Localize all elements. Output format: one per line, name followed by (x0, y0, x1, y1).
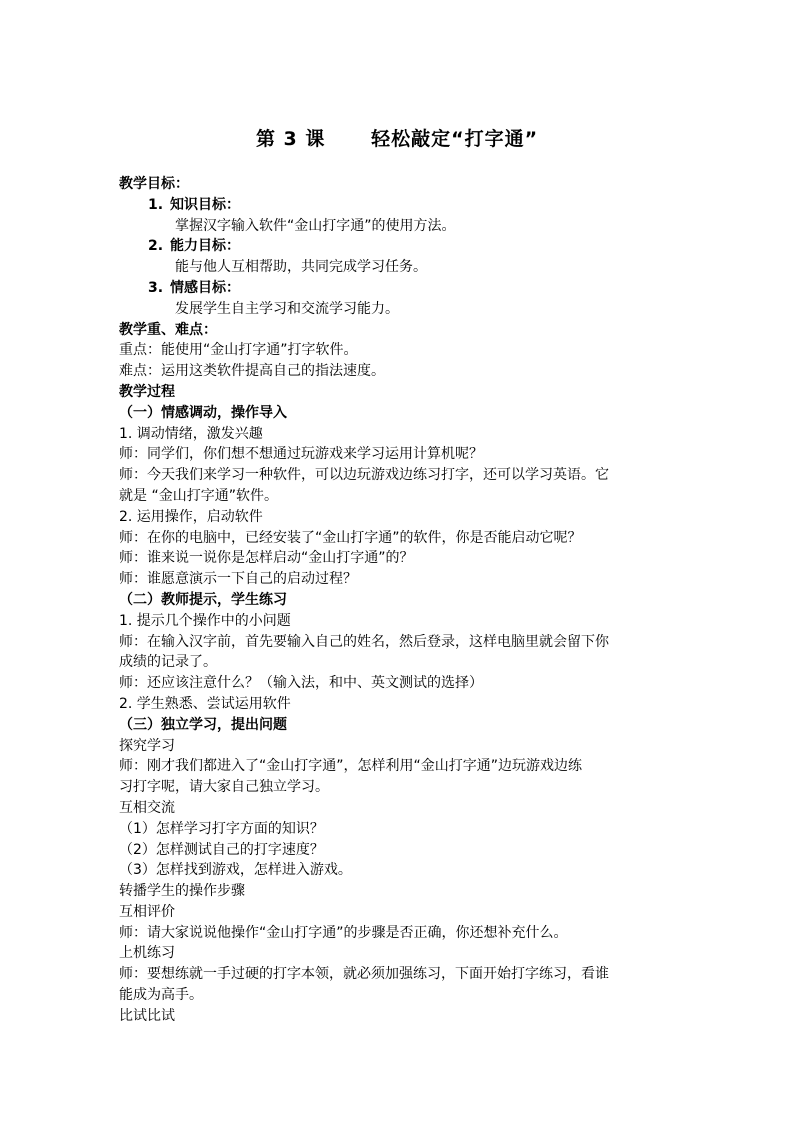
line-text: 比试比试 (119, 1007, 175, 1024)
body-line (119, 964, 679, 985)
body-line (119, 652, 679, 673)
line-text: 就是 “金山打字通”软件。 (119, 487, 278, 504)
section-heading (119, 715, 679, 736)
line-text: 成绩的记录了。 (119, 654, 217, 671)
body-line (119, 361, 679, 382)
body-line (119, 777, 679, 798)
list-number: 1. (148, 196, 164, 213)
document-body (119, 174, 679, 1027)
line-text: 互相评价 (119, 903, 175, 920)
line-text: 师：同学们，你们想不想通过玩游戏来学习运用计算机呢？ (119, 446, 483, 463)
line-text: 掌握汉字输入软件“金山打字通”的使用方法。 (175, 217, 456, 234)
line-text: 上机练习 (119, 945, 175, 962)
line-text: 师：刚才我们都进入了“金山打字通”，怎样利用“金山打字通”边玩游戏边练 (119, 758, 583, 775)
body-line (119, 985, 679, 1006)
body-line (119, 1006, 679, 1027)
body-line (119, 673, 679, 694)
line-text: （3）怎样找到游戏，怎样进入游戏。 (119, 862, 352, 879)
body-line (119, 881, 679, 902)
body-line (119, 840, 679, 861)
line-text: （三）独立学习，提出问题 (119, 716, 287, 733)
objective-text (119, 299, 679, 320)
line-text: 重点：能使用“金山打字通”打字软件。 (119, 342, 358, 359)
line-text: 教学目标： (119, 176, 189, 192)
line-text: 2. 学生熟悉、尝试运用软件 (119, 695, 291, 712)
body-line (119, 548, 679, 569)
line-text: 能成为高手。 (119, 987, 203, 1004)
line-text: 互相交流 (119, 799, 175, 816)
line-text: （1）怎样学习打字方面的知识？ (119, 820, 324, 837)
line-text: （二）教师提示，学生练习 (119, 591, 287, 608)
body-line (119, 528, 679, 549)
line-text: 发展学生自主学习和交流学习能力。 (175, 300, 399, 317)
body-line (119, 694, 679, 715)
body-line (119, 756, 679, 777)
body-line (119, 486, 679, 507)
line-text: 情感目标： (170, 279, 240, 296)
line-text: 教学重、难点： (119, 321, 217, 338)
line-text: 师：要想练就一手过硬的打字本领，就必须加强练习，下面开始打字练习，看谁 (119, 966, 609, 983)
line-text: 师：请大家说说他操作“金山打字通”的步骤是否正确，你还想补充什么。 (119, 924, 568, 941)
body-line (119, 860, 679, 881)
line-text: 知识目标： (170, 196, 240, 213)
body-line (119, 943, 679, 964)
list-number: 3. (148, 279, 164, 296)
line-text: 习打字呢，请大家自己独立学习。 (119, 779, 329, 796)
line-text: （一）情感调动，操作导入 (119, 404, 287, 421)
line-text: 2. 运用操作，启动软件 (119, 508, 263, 525)
line-text: 能力目标： (170, 238, 240, 255)
objective-heading (119, 278, 679, 299)
objective-heading (119, 195, 679, 216)
line-text: 师：在输入汉字前，首先要输入自己的姓名，然后登录，这样电脑里就会留下你 (119, 633, 609, 650)
section-heading (119, 174, 679, 195)
body-line (119, 736, 679, 757)
body-line (119, 611, 679, 632)
body-line (119, 632, 679, 653)
objective-text (119, 216, 679, 237)
body-line (119, 424, 679, 445)
body-line (119, 465, 679, 486)
body-line (119, 923, 679, 944)
section-heading (119, 382, 679, 403)
line-text: 师：谁来说一说你是怎样启动“金山打字通”的？ (119, 550, 414, 567)
line-text: 师：还应该注意什么？（输入法，和中、英文测试的选择） (119, 675, 483, 692)
line-text: 师：谁愿意演示一下自己的启动过程？ (119, 571, 357, 588)
list-number: 2. (148, 238, 164, 255)
page-title: 第 3 课 轻松敲定“打字通” (255, 128, 539, 150)
line-text: 难点：运用这类软件提高自己的指法速度。 (119, 363, 385, 380)
line-text: 1. 调动情绪，激发兴趣 (119, 425, 263, 442)
body-line (119, 902, 679, 923)
objective-heading (119, 236, 679, 257)
body-line (119, 798, 679, 819)
line-text: 探究学习 (119, 737, 175, 754)
line-text: 1. 提示几个操作中的小问题 (119, 612, 291, 629)
section-heading (119, 403, 679, 424)
body-line (119, 569, 679, 590)
section-heading (119, 590, 679, 611)
section-heading (119, 320, 679, 341)
line-text: 能与他人互相帮助，共同完成学习任务。 (175, 259, 427, 276)
body-line (119, 507, 679, 528)
line-text: （2）怎样测试自己的打字速度？ (119, 841, 324, 858)
line-text: 师：今天我们来学习一种软件，可以边玩游戏边练习打字，还可以学习英语。它 (119, 467, 609, 484)
body-line (119, 819, 679, 840)
body-line (119, 444, 679, 465)
objective-text (119, 257, 679, 278)
body-line (119, 340, 679, 361)
line-text: 师：在你的电脑中，已经安装了“金山打字通”的软件，你是否能启动它呢？ (119, 529, 582, 546)
line-text: 转播学生的操作步骤 (119, 883, 245, 900)
line-text: 教学过程 (119, 383, 175, 400)
